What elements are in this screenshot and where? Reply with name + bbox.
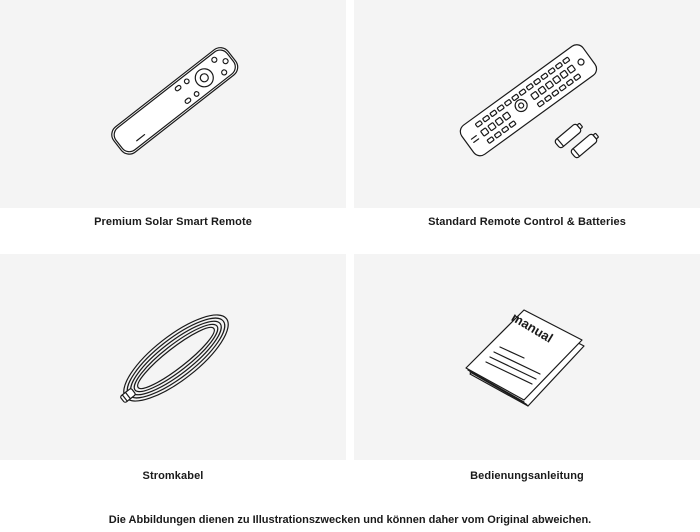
disclaimer-footer: Die Abbildungen dienen zu Illustrationszwecken und können daher vom Original abweichen. (108, 514, 592, 526)
solar-remote-image (0, 0, 346, 208)
solar-remote-icon (0, 0, 346, 208)
power-cable-icon (0, 254, 346, 460)
item-label: Premium Solar Smart Remote (94, 216, 252, 228)
remote-batteries-icon (354, 0, 700, 208)
item-label: Stromkabel (142, 470, 204, 482)
manual-icon (354, 254, 700, 460)
item-label: Standard Remote Control & Batteries (428, 216, 626, 228)
manual-cover-text: manual (508, 309, 556, 346)
manual-image (354, 254, 700, 460)
item-label: Bedienungsanleitung (470, 470, 584, 482)
batteries-icon (554, 121, 600, 159)
standard-remote-image (354, 0, 700, 208)
power-cable-image (0, 254, 346, 460)
